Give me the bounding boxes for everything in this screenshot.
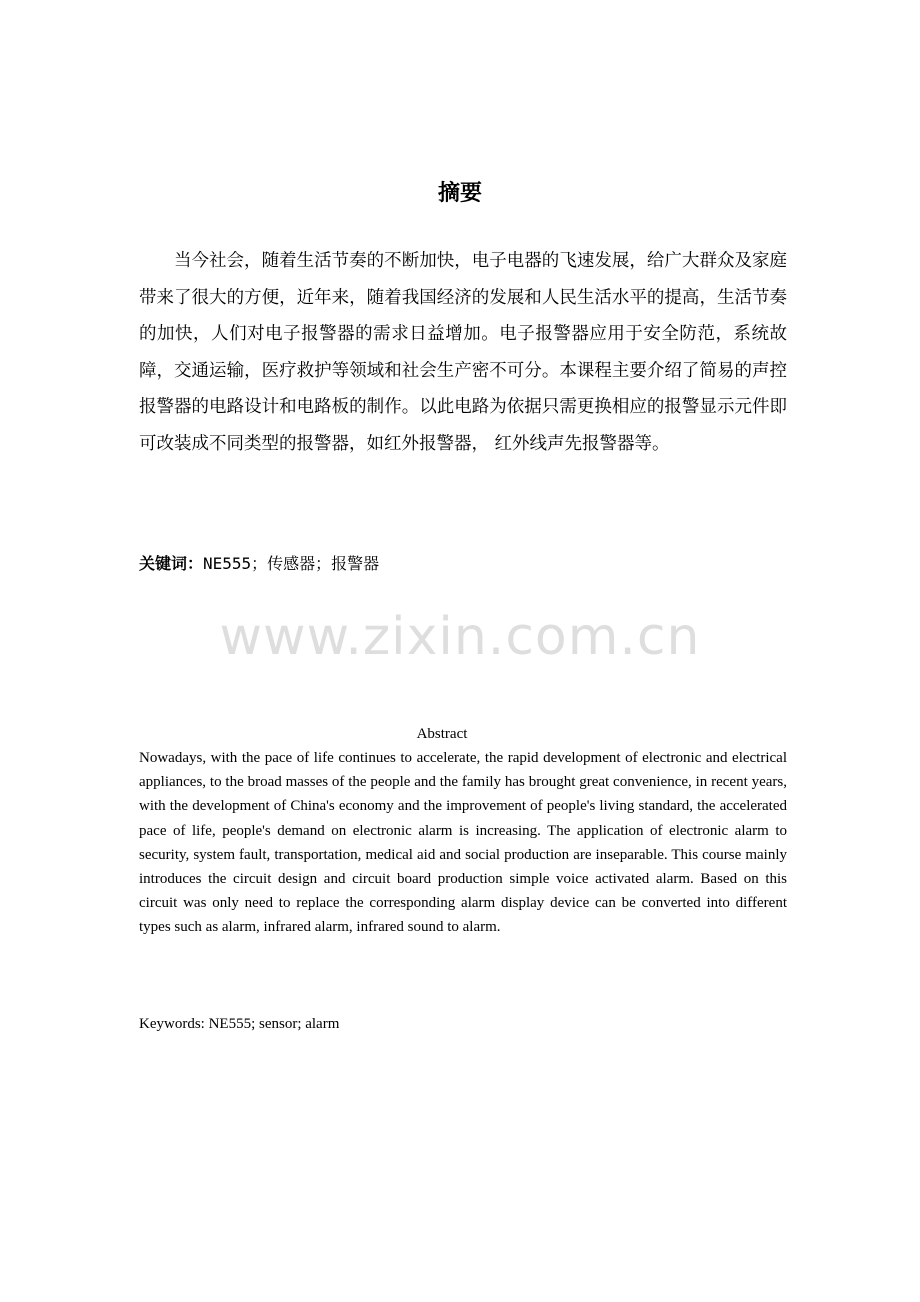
watermark: www.zixin.com.cn: [219, 607, 701, 667]
chinese-keywords-label: 关键词：: [139, 554, 204, 573]
chinese-abstract-title: 摘要: [437, 181, 482, 206]
english-keywords: Keywords: NE555; sensor; alarm: [139, 1016, 340, 1032]
english-abstract-title: Abstract: [416, 726, 468, 742]
chinese-keywords-value: NE555；传感器；报警器: [203, 554, 380, 573]
chinese-abstract-body: 当今社会，随着生活节奏的不断加快，电子电器的飞速发展，给广大群众及家庭带来了很大的方便，近年来，随着我国经济的发展和人民生活水平的提高，生活节奏的加快，人们对电子报警器的需求日益增加。电子报警器应用于安全防范，系统故障，交通运输，医疗救护等领域和社会生产密不可分。本课程主要介绍了简易的声控报警器的电路设计和电路板的制作。以此电路为依据只需更换相应的报警显示元件即可改装成不同类型的报警器，如红外报警器， 红外线声先报警器等。: [139, 251, 787, 454]
english-abstract-body: Nowadays, with the pace of life continues to accelerate, the rapid development of electronic and electrical appliances, to the broad masses of the people and the family has brought great convenience, in recent years, with the development of China's economy and the improvement of people's living standard, the accelerated pace of life, people's demand on electronic alarm is increasing. The application of electronic alarm to security, system fault, transportation, medical aid and social production are inseparable. This course mainly introduces the circuit design and circuit board production simple voice activated alarm. Based on this circuit was only need to replace the corresponding alarm display device can be converted into different types such as alarm, infrared alarm, infrared sound to alarm.: [139, 750, 787, 936]
chinese-keywords: [139, 550, 787, 578]
